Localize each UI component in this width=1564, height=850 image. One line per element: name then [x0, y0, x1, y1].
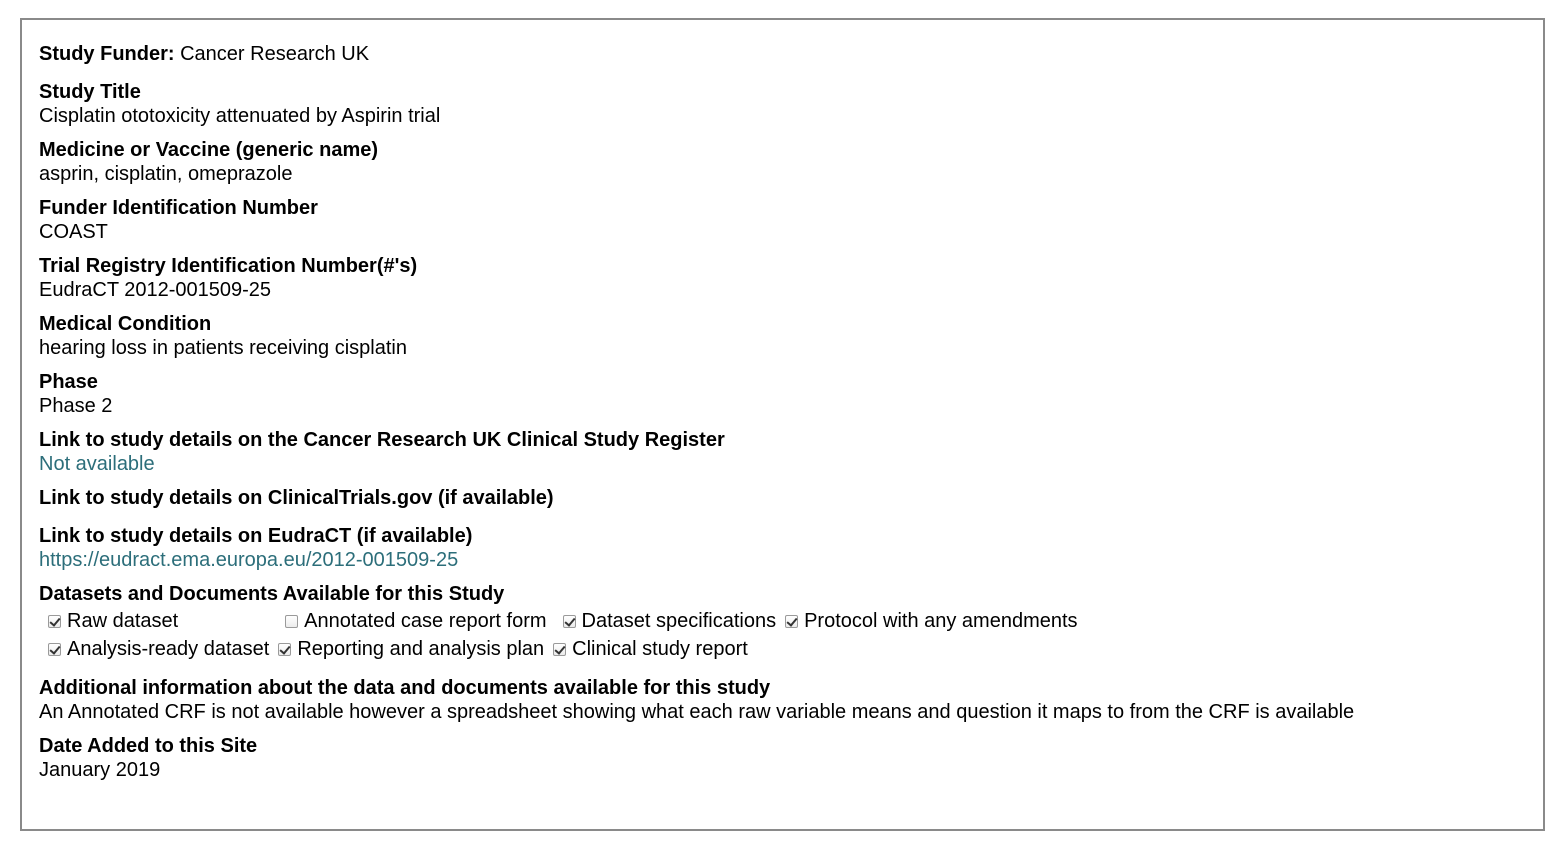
checkbox-label: Raw dataset	[67, 609, 179, 632]
study-details-panel	[20, 18, 1545, 831]
datasets-row-1	[39, 607, 1526, 635]
checkbox-reporting-plan[interactable]	[278, 638, 544, 661]
funder-id-label: Funder Identification Number	[39, 197, 318, 219]
checkbox-label: Analysis-ready dataset	[67, 637, 270, 660]
phase-label: Phase	[39, 371, 98, 393]
datasets-checklist	[39, 607, 1526, 663]
funder-id-value: COAST	[39, 221, 108, 243]
checkbox-clinical-study-report[interactable]	[553, 638, 748, 661]
study-funder-label: Study Funder:	[39, 43, 175, 65]
checkbox-raw-dataset[interactable]	[48, 610, 178, 633]
checkbox-dataset-specifications[interactable]	[563, 610, 777, 633]
datasets-field	[39, 582, 1526, 663]
additional-info-value: An Annotated CRF is not available however a spreadsheet showing what each raw variable means and question it maps to from the CRF is available	[39, 701, 1355, 723]
funder-id-field	[39, 196, 1526, 244]
datasets-label: Datasets and Documents Available for this Study	[39, 583, 505, 605]
checkbox-label: Clinical study report	[572, 637, 748, 660]
additional-info-field	[39, 676, 1526, 724]
medicine-field	[39, 138, 1526, 186]
registry-id-value: EudraCT 2012-001509-25	[39, 279, 272, 301]
condition-label: Medical Condition	[39, 313, 212, 335]
checkbox-box[interactable]	[48, 643, 61, 656]
checkbox-box[interactable]	[48, 615, 61, 628]
date-added-label: Date Added to this Site	[39, 735, 258, 757]
phase-field	[39, 370, 1526, 418]
study-title-field	[39, 80, 1526, 128]
checkbox-label: Annotated case report form	[304, 609, 547, 632]
eudract-link[interactable]: https://eudract.ema.europa.eu/2012-001509-25	[39, 549, 459, 571]
condition-field	[39, 312, 1526, 360]
study-funder-value: Cancer Research UK	[180, 43, 370, 65]
eudract-link-field	[39, 524, 1526, 572]
checkbox-label: Reporting and analysis plan	[297, 637, 545, 660]
condition-value: hearing loss in patients receiving cisplatin	[39, 337, 407, 359]
eudract-link-label: Link to study details on EudraCT (if available)	[39, 525, 473, 547]
checkbox-box[interactable]	[553, 643, 566, 656]
checkbox-label: Protocol with any amendments	[804, 609, 1078, 632]
checkbox-box[interactable]	[563, 615, 576, 628]
registry-id-field	[39, 254, 1526, 302]
phase-value: Phase 2	[39, 395, 113, 417]
medicine-value: asprin, cisplatin, omeprazole	[39, 163, 293, 185]
ctgov-link-field	[39, 486, 1526, 510]
checkbox-analysis-ready[interactable]	[48, 638, 269, 661]
checkbox-annotated-crf[interactable]	[285, 610, 546, 633]
checkbox-box[interactable]	[285, 615, 298, 628]
cruk-link-label: Link to study details on the Cancer Research UK Clinical Study Register	[39, 429, 725, 451]
checkbox-box[interactable]	[785, 615, 798, 628]
datasets-row-2	[39, 635, 1526, 663]
ctgov-link-label: Link to study details on ClinicalTrials.gov (if available)	[39, 487, 554, 509]
checkbox-box[interactable]	[278, 643, 291, 656]
checkbox-label: Dataset specifications	[581, 609, 777, 632]
medicine-label: Medicine or Vaccine (generic name)	[39, 139, 379, 161]
registry-id-label: Trial Registry Identification Number(#'s)	[39, 255, 418, 277]
study-funder-field	[39, 42, 1526, 66]
study-title-value: Cisplatin ototoxicity attenuated by Aspirin trial	[39, 105, 441, 127]
checkbox-protocol[interactable]	[785, 610, 1077, 633]
additional-info-label: Additional information about the data and documents available for this study	[39, 677, 771, 699]
study-title-label: Study Title	[39, 81, 141, 103]
cruk-link[interactable]: Not available	[39, 453, 155, 475]
date-added-field	[39, 734, 1526, 782]
date-added-value: January 2019	[39, 759, 161, 781]
cruk-link-field	[39, 428, 1526, 476]
